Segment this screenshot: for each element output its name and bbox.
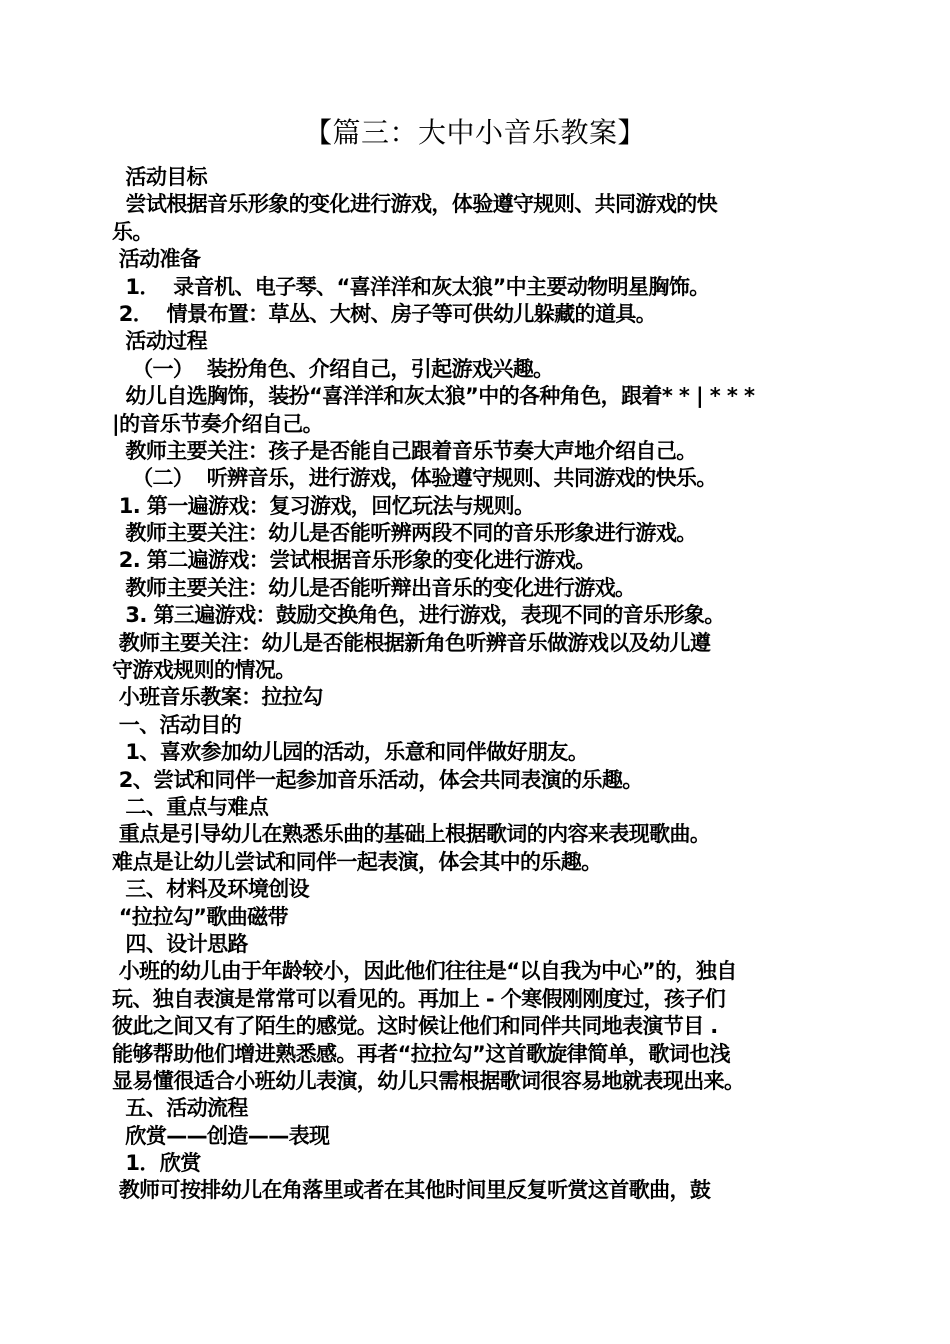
text-line: 活动过程 [112,329,208,354]
text-line: 尝试根据音乐形象的变化进行游戏，体验遵守规则、共同游戏的快 [112,192,718,217]
text-line: 三、材料及环境创设 [112,877,310,902]
text-line: 乐。 [112,219,153,244]
text-line: 能够帮助他们增进熟悉感。再者“拉拉勾”这首歌旋律简单，歌词也浅 [112,1041,731,1066]
text-line: 活动准备 [112,247,201,272]
text-line: 一、活动目的 [112,712,242,737]
text-line: 玩、独自表演是常常可以看见的。再加上 - 个寒假刚刚度过，孩子们 [112,986,726,1011]
text-line: 彼此之间又有了陌生的感觉。这时候让他们和同伴共同地表演节目 . [112,1014,718,1039]
text-line: 1． 录音机、电子琴、“喜洋洋和灰太狼”中主要动物明星胸饰。 [112,274,710,299]
text-line: 2、尝试和同伴一起参加音乐活动，体会共同表演的乐趣。 [112,767,643,792]
text-line: 显易懂很适合小班幼儿表演，幼儿只需根据歌词很容易地就表现出来。 [112,1068,745,1093]
text-line: 难点是让幼儿尝试和同伴一起表演，体会其中的乐趣。 [112,849,602,874]
text-line: 2. 第二遍游戏：尝试根据音乐形象的变化进行游戏。 [112,548,596,573]
page-title: 【篇三：大中小音乐教案】 [303,116,646,149]
text-line: 重点是引导幼儿在熟悉乐曲的基础上根据歌词的内容来表现歌曲。 [112,822,711,847]
text-line: “拉拉勾”歌曲磁带 [112,904,288,929]
text-line: 1. 第一遍游戏：复习游戏，回忆玩法与规则。 [112,493,535,518]
text-line: 教师可按排幼儿在角落里或者在其他时间里反复听赏这首歌曲，鼓 [112,1178,711,1203]
document-body [112,164,872,1205]
text-line: 教师主要关注：幼儿是否能听辨两段不同的音乐形象进行游戏。 [112,521,697,546]
text-line: 2． 情景布置：草丛、大树、房子等可供幼儿躲藏的道具。 [112,301,657,326]
text-line: 活动目标 [112,165,208,189]
text-line: 教师主要关注：幼儿是否能听辩出音乐的变化进行游戏。 [112,575,636,600]
text-line: 1、喜欢参加幼儿园的活动，乐意和同伴做好朋友。 [112,740,589,765]
text-line: |的音乐节奏介绍自己。 [112,411,324,436]
text-line: 欣赏——创造——表现 [112,1123,330,1148]
text-line: 四、设计思路 [112,931,248,956]
text-line: （二） 听辨音乐，进行游戏，体验遵守规则、共同游戏的快乐。 [112,466,717,491]
text-line: 3. 第三遍游戏：鼓励交换角色，进行游戏，表现不同的音乐形象。 [112,603,725,628]
text-line: 小班的幼儿由于年龄较小，因此他们往往是“以自我为中心”的，独自 [112,959,737,984]
text-line: 五、活动流程 [112,1096,248,1121]
text-line: 教师主要关注：幼儿是否能根据新角色听辨音乐做游戏以及幼儿遵 [112,630,711,655]
text-line: 幼儿自选胸饰，装扮“喜洋洋和灰太狼”中的各种角色，跟着* * | * * * [112,384,755,409]
text-line: 小班音乐教案：拉拉勾 [112,685,323,710]
text-line: 二、重点与难点 [112,794,269,819]
text-line: 守游戏规则的情况。 [112,658,296,683]
text-line: 1．欣赏 [112,1151,201,1176]
text-line: （一） 装扮角色、介绍自己，引起游戏兴趣。 [112,356,554,381]
text-line: 教师主要关注：孩子是否能自己跟着音乐节奏大声地介绍自己。 [112,438,697,463]
